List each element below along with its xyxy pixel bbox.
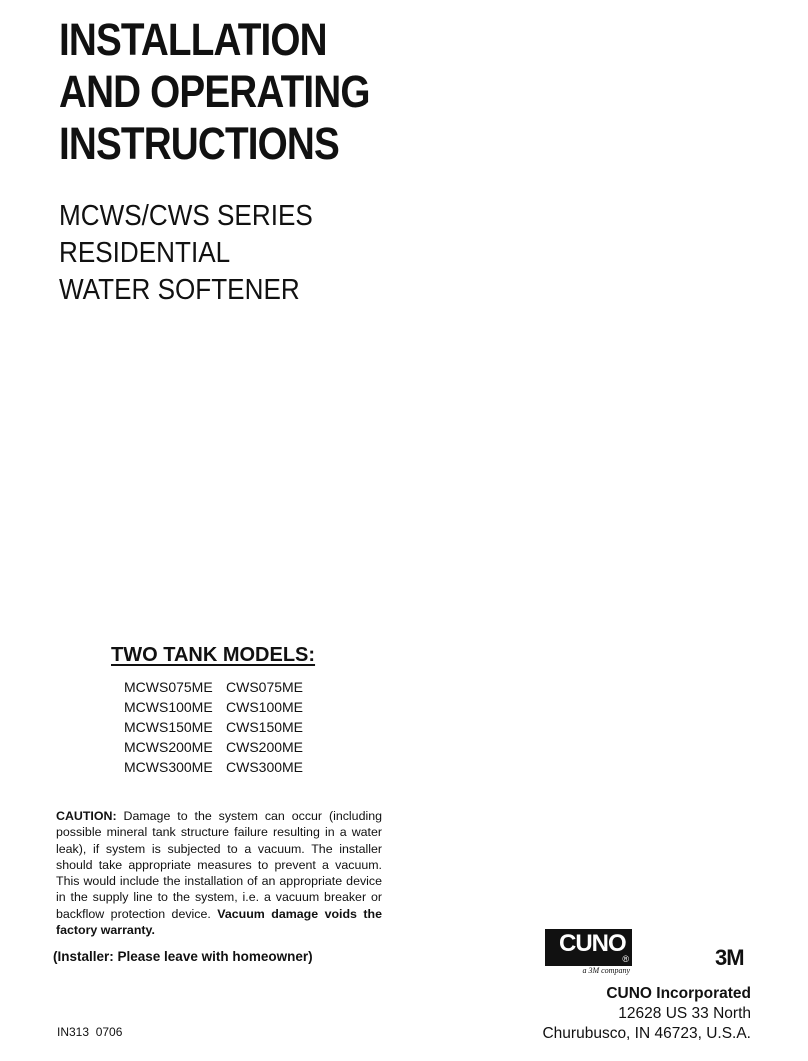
model-mcws: MCWS100ME [124,699,213,715]
model-cws: CWS300ME [226,759,304,775]
table-row [124,697,303,717]
table-row [124,737,303,757]
models-section [111,643,315,777]
company-name: CUNO Incorporated [606,985,751,1002]
subtitle-line-1: MCWS/CWS SERIES [59,200,313,232]
caution-label: CAUTION: [56,809,117,823]
model-mcws: MCWS075ME [124,679,213,695]
subtitle-line-3: WATER SOFTENER [59,274,300,306]
title-line-2: AND OPERATING [59,66,370,117]
model-cws: CWS200ME [226,739,304,755]
cuno-logo [545,929,632,975]
title-line-3: INSTRUCTIONS [59,118,339,169]
product-subtitle [59,198,313,309]
cuno-tagline: a 3M company [582,966,630,975]
model-cws: CWS150ME [226,719,304,735]
table-row [124,717,303,737]
cuno-wordmark: CUNO [559,930,626,957]
subtitle-line-2: RESIDENTIAL [59,237,231,269]
3m-logo: 3M [715,945,744,970]
model-mcws: MCWS200ME [124,739,213,755]
caution-text: Damage to the system can occur (including possible mineral tank structure failure resulting in a water leak), if system is subjected to a vacuum. The installer should take appropriate measures to prevent a vacuum. This would include the installation of an appropriate device in the supply line to the system, i.e. a vacuum breaker or backflow protection device. [56,809,382,921]
title-line-1: INSTALLATION [59,14,327,65]
model-cws: CWS075ME [226,679,304,695]
cuno-logo-box [545,929,632,966]
company-address [542,984,751,1044]
address-street: 12628 US 33 North [618,1005,751,1022]
document-id: IN313 0706 [57,1025,123,1039]
model-mcws: MCWS300ME [124,759,213,775]
model-mcws: MCWS150ME [124,719,213,735]
registered-mark: ® [622,954,629,964]
table-row [124,677,303,697]
address-city: Churubusco, IN 46723, U.S.A. [542,1025,751,1042]
model-cws: CWS100ME [226,699,304,715]
document-title [59,14,370,170]
caution-emphasis: Vacuum damage voids the factory warranty. [56,906,382,938]
models-heading: TWO TANK MODELS: [111,644,316,666]
caution-paragraph [56,808,382,938]
installer-note: (Installer: Please leave with homeowner) [53,949,313,964]
models-table [124,677,303,777]
table-row [124,757,303,777]
